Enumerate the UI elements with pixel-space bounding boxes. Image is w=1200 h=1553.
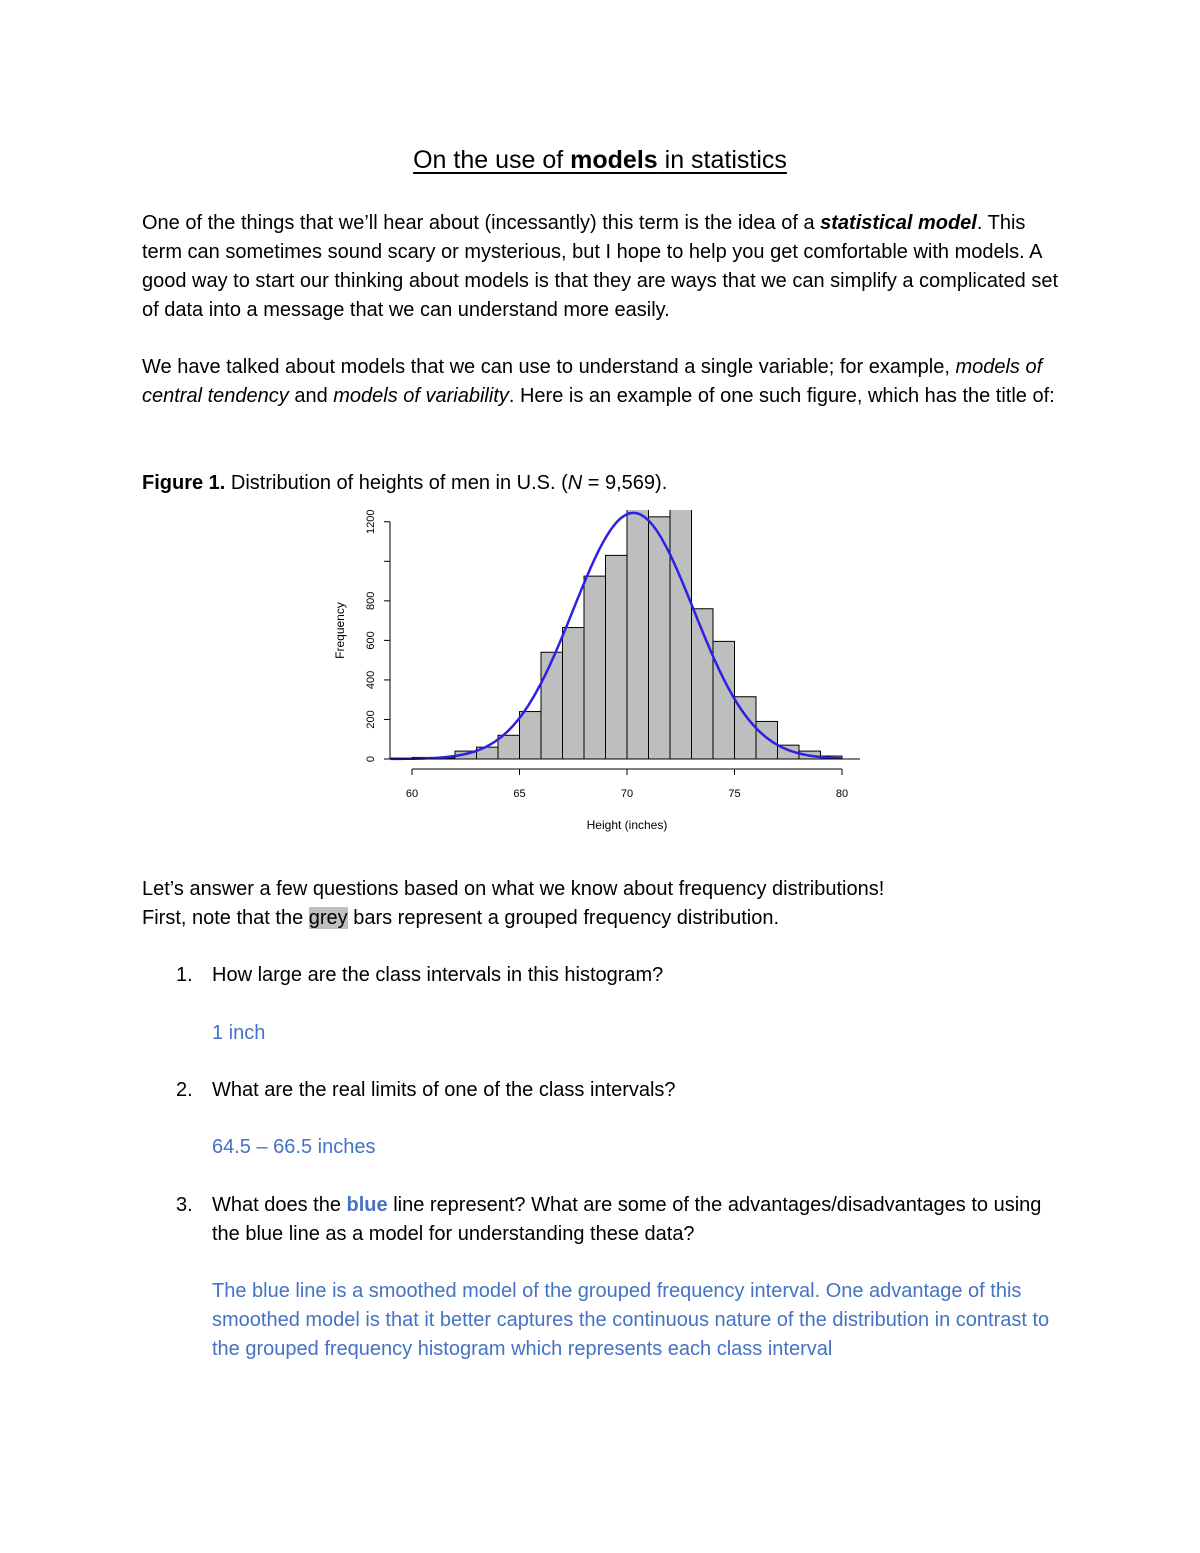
y-tick-label: 0 — [365, 755, 377, 763]
histogram-bar — [584, 576, 606, 759]
grey-highlight: grey — [308, 907, 348, 929]
y-tick-label: 400 — [365, 670, 377, 690]
x-tick-label: 65 — [513, 788, 526, 800]
page-title: On the use of models in statistics — [413, 146, 787, 174]
x-axis-label: Height (inches) — [586, 818, 668, 832]
intro-paragraph: One of the things that we’ll hear about (incessantly) this term is the idea of a statistical model. This term can sometimes sound scary or mysterious, but I hope to help you get comfortable with models. A good way to start our thinking about models is that they are ways that we can simplify a complicated set of data into a message that we can understand more easily. — [142, 212, 1059, 321]
document-page: On the use of models in statistics One of the things that we’ll hear about (incessantly) this term is the idea of a statistical model. This term can sometimes sound scary or mysterious, but I hope to help you get comfortable with models. A good way to start our thinking about models is that they are ways that we can simplify a complicated set of data into a message that we can understand more easily. We have talked about models that we can use to understand a single variable; for example, models of central tendency and models of variability. Here is an example of one such figure, which has the title of: Figure 1. Distribution of heights of men in U.S. (N = 9,569). 60 65 70 75 80 0 200 400 600 800 1200 Height (inches) Frequency Let’s answer a few questions based on what we know about frequency distributions! First, note that the grey bars represent a grouped frequency distribution. 1. How large are the class intervals in this histogram? 1 inch 2. What are the real limits of one of the class intervals? 64.5 – 66.5 inches 3. What does the blue line represent? What are some of the advantages/disadvantages to using the blue line as a model for understanding these data? The blue line is a smoothed model of the grouped frequency interval. One advantage of this smoothed model is that it better captures the continuous nature of the distribution in contrast to the grouped frequency histogram which represents each class interval — [0, 0, 1200, 1553]
histogram-bar — [563, 628, 585, 759]
answer-1: 1 inch — [212, 1022, 266, 1044]
histogram-bar — [649, 517, 671, 759]
figure-caption: Figure 1. Distribution of heights of men in U.S. (N = 9,569). — [142, 472, 668, 494]
y-tick-label: 200 — [365, 710, 377, 729]
y-axis-label: Frequency — [333, 602, 347, 659]
histogram-bar — [627, 510, 649, 759]
models-paragraph: We have talked about models that we can use to understand a single variable; for example, models of central tendency and models of variability. Here is an example of one such figure, which has the title of: — [142, 356, 1055, 407]
x-tick-label: 75 — [728, 788, 741, 800]
y-tick-label: 800 — [365, 591, 377, 611]
histogram-bar — [713, 641, 735, 759]
questions-intro: Let’s answer a few questions based on what we know about frequency distributions! First, note that the grey bars represent a grouped frequency distribution. — [142, 878, 885, 929]
histogram-bar — [498, 735, 520, 759]
answer-2: 64.5 – 66.5 inches — [212, 1136, 376, 1158]
histogram-bar — [541, 652, 563, 759]
x-tick-label: 70 — [620, 788, 634, 800]
x-tick-label: 80 — [835, 788, 849, 800]
height-histogram-chart — [320, 510, 880, 840]
histogram-bar — [756, 721, 778, 759]
histogram-bar — [670, 510, 692, 759]
answer-3: The blue line is a smoothed model of the grouped frequency interval. One advantage of this smoothed model is that it better captures the continuous nature of the distribution in contrast to the grouped frequency histogram which represents each class interval — [212, 1280, 1050, 1360]
histogram-bar — [606, 555, 628, 759]
y-tick-label: 600 — [365, 631, 377, 650]
histogram-bar — [520, 712, 542, 759]
x-tick-label: 60 — [405, 788, 419, 800]
y-tick-label: 1200 — [365, 510, 377, 535]
